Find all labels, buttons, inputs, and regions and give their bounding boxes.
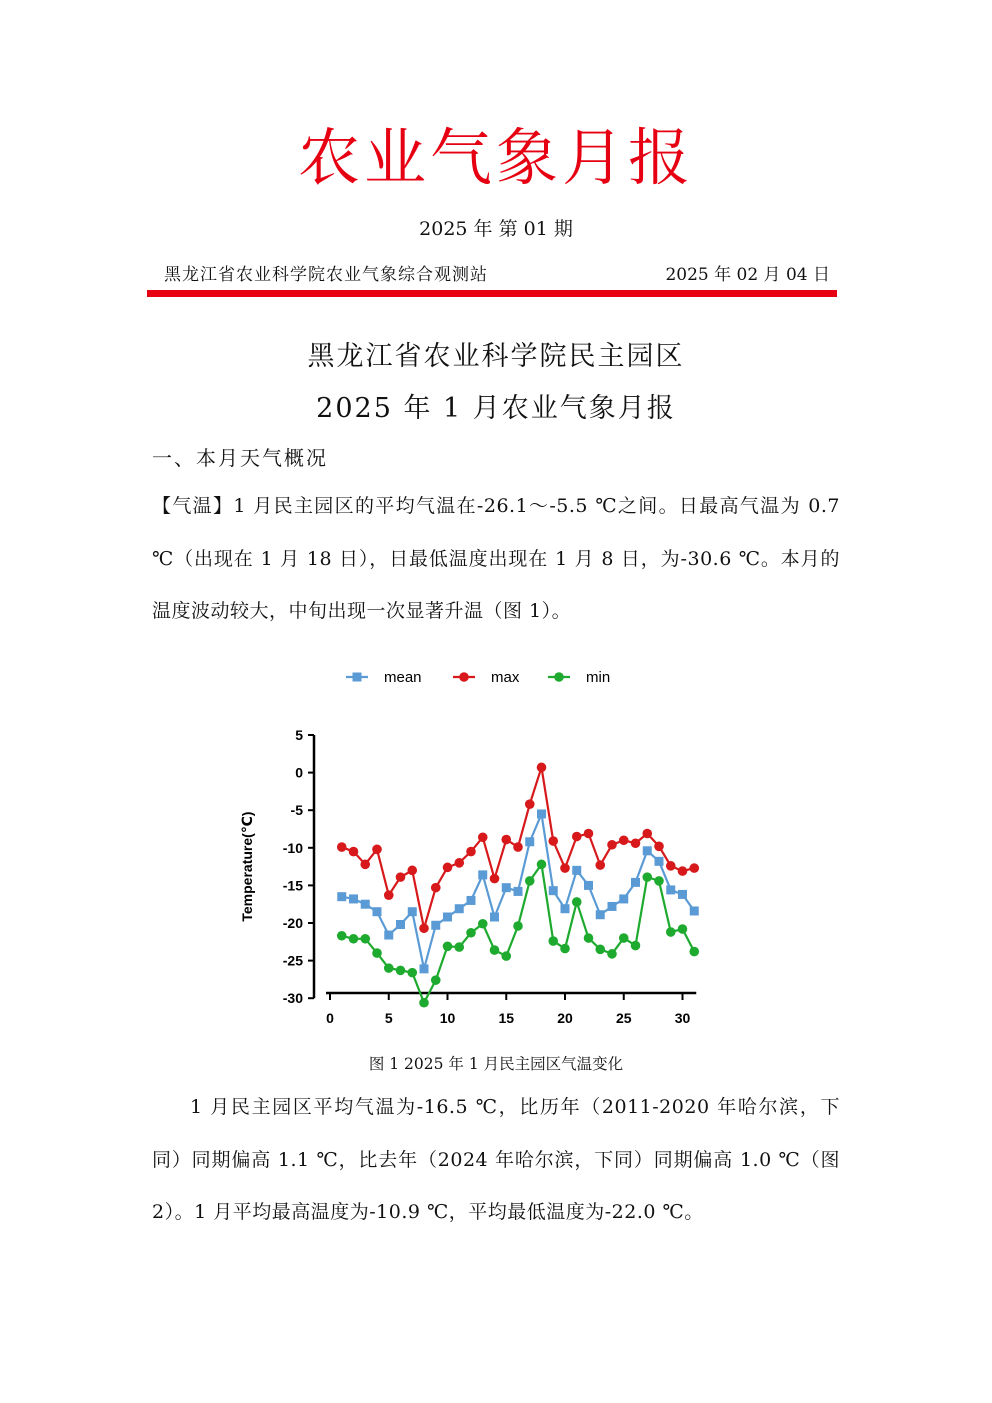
x-tick-label-3: 15	[498, 1010, 515, 1026]
mean-point	[643, 846, 652, 855]
max-point	[372, 845, 382, 855]
max-point	[384, 890, 394, 900]
mean-point	[349, 894, 358, 903]
max-point	[525, 799, 535, 809]
figure-caption: 图 1 2025 年 1 月民主园区气温变化	[368, 1055, 624, 1073]
max-point	[419, 923, 429, 933]
min-point	[584, 933, 594, 943]
min-point	[654, 876, 664, 886]
mean-point	[455, 904, 464, 913]
min-point	[631, 941, 641, 951]
mean-point	[490, 912, 499, 921]
min-point	[666, 927, 676, 937]
report-title-line2: 2025 年 1 月农业气象月报	[316, 393, 676, 424]
mean-point	[384, 931, 393, 940]
mean-point	[420, 964, 429, 973]
legend-max-label: max	[491, 669, 520, 686]
mean-point	[361, 900, 370, 909]
x-tick-label-2: 10	[439, 1010, 456, 1026]
max-point	[349, 847, 359, 857]
masthead-title: 农业气象月报	[297, 121, 694, 194]
legend-min-label: min	[586, 669, 611, 686]
mean-point	[619, 894, 628, 903]
publish-date: 2025 年 02 月 04 日	[665, 265, 830, 285]
legend-min-marker	[554, 672, 564, 682]
y-tick-label-4: -15	[282, 877, 303, 894]
max-point	[360, 860, 370, 870]
mean-point	[373, 907, 382, 916]
chart-axes	[239, 727, 696, 1026]
mean-point	[678, 890, 687, 899]
max-point	[396, 872, 406, 882]
min-point	[384, 963, 394, 973]
y-tick-label-0: 5	[295, 727, 303, 743]
chart-legend	[346, 669, 610, 686]
x-tick-label-4: 20	[557, 1010, 573, 1026]
y-tick-label-1: 0	[295, 764, 303, 781]
x-tick-label-5: 25	[615, 1010, 632, 1026]
max-point	[513, 842, 523, 852]
mean-point	[337, 892, 346, 901]
section-heading: 一、本月天气概况	[152, 446, 328, 470]
max-point	[478, 832, 488, 842]
min-point	[443, 942, 453, 952]
max-point	[631, 838, 641, 848]
y-tick-label-6: -25	[282, 952, 303, 969]
y-tick-label-3: -10	[282, 839, 303, 856]
y-tick-label-7: -30	[282, 990, 303, 1007]
max-point	[654, 841, 664, 851]
mean-point	[408, 907, 417, 916]
min-point	[349, 934, 359, 944]
max-point	[454, 858, 464, 868]
x-tick-label-0: 0	[326, 1010, 334, 1026]
mean-point	[584, 881, 593, 890]
x-tick-label-1: 5	[384, 1010, 393, 1026]
max-point	[407, 866, 417, 876]
mean-point	[478, 870, 487, 879]
min-point	[407, 968, 417, 978]
max-point	[572, 832, 582, 842]
mean-point	[525, 837, 534, 846]
legend-mean-marker	[353, 673, 362, 682]
header-divider	[147, 290, 837, 297]
legend-max-marker	[459, 672, 469, 682]
y-axis-label: Temperature(℃)	[239, 811, 255, 922]
min-point	[490, 945, 500, 955]
publisher: 黑龙江省农业科学院农业气象综合观测站	[164, 265, 488, 285]
mean-temperature-paragraph: 1 月民主园区平均气温为-16.5 ℃，比历年（2011-2020 年哈尔滨，下同）同期偏高 1.1 ℃，比去年（2024 年哈尔滨，下同）同期偏高 1.0 ℃（图 2）。1 月平均最高温度为-10.9 ℃，平均最低温度为-22.0 ℃。	[152, 1096, 840, 1223]
max-point	[595, 860, 605, 870]
legend-mean-label: mean	[384, 669, 422, 686]
mean-point	[396, 920, 405, 929]
min-point	[454, 942, 464, 952]
mean-point	[596, 910, 605, 919]
min-point	[560, 944, 570, 954]
min-point	[337, 931, 347, 941]
max-point	[501, 835, 511, 845]
min-point	[689, 947, 699, 957]
max-point	[689, 863, 699, 873]
min-point	[619, 933, 629, 943]
min-point	[372, 948, 382, 958]
min-point	[396, 966, 406, 976]
mean-point	[514, 887, 523, 896]
mean-point	[431, 921, 440, 930]
temperature-paragraph: 【气温】1 月民主园区的平均气温在-26.1～-5.5 ℃之间。日最高气温为 0.7 ℃（出现在 1 月 18 日），日最低温度出现在 1 月 8 日，为-30.6 ℃。本月的温度波动较大，中旬出现一次显著升温（图 1）。	[152, 495, 840, 622]
min-point	[678, 924, 688, 934]
max-point	[337, 842, 347, 852]
mean-point	[666, 885, 675, 894]
min-point	[501, 951, 511, 961]
max-point	[490, 874, 500, 884]
min-point	[595, 945, 605, 955]
mean-point	[502, 883, 511, 892]
report-title-line1: 黑龙江省农业科学院民主园区	[307, 341, 685, 372]
max-point	[584, 829, 594, 839]
mean-point	[655, 857, 664, 866]
max-point	[607, 840, 617, 850]
max-point	[548, 836, 558, 846]
min-point	[478, 919, 488, 929]
mean-point	[572, 866, 581, 875]
mean-point	[537, 809, 546, 818]
max-point	[431, 883, 441, 893]
min-point	[431, 975, 441, 985]
max-point	[537, 763, 547, 773]
mean-point	[549, 886, 558, 895]
x-tick-label-6: 30	[674, 1010, 691, 1026]
max-point	[666, 861, 676, 871]
min-point	[419, 998, 429, 1008]
min-point	[360, 934, 370, 944]
max-point	[619, 835, 629, 845]
max-point	[466, 847, 476, 857]
mean-point	[561, 904, 570, 913]
min-point	[572, 897, 582, 907]
mean-point	[443, 912, 452, 921]
min-point	[548, 936, 558, 946]
min-point	[607, 949, 617, 959]
y-tick-label-2: -5	[290, 802, 303, 819]
max-point	[642, 829, 652, 839]
chart-series	[337, 763, 699, 1008]
max-point	[443, 863, 453, 873]
min-point	[525, 876, 535, 886]
min-point	[513, 921, 523, 931]
mean-point	[631, 878, 640, 887]
temperature-chart	[228, 660, 748, 1045]
issue-number: 2025 年 第 01 期	[419, 218, 573, 240]
min-point	[642, 872, 652, 882]
min-point	[537, 860, 547, 870]
max-point	[678, 866, 688, 876]
mean-point	[690, 906, 699, 915]
y-tick-label-5: -20	[282, 915, 303, 931]
mean-point	[608, 902, 617, 911]
max-point	[560, 863, 570, 873]
min-point	[466, 928, 476, 938]
mean-point	[467, 896, 476, 905]
